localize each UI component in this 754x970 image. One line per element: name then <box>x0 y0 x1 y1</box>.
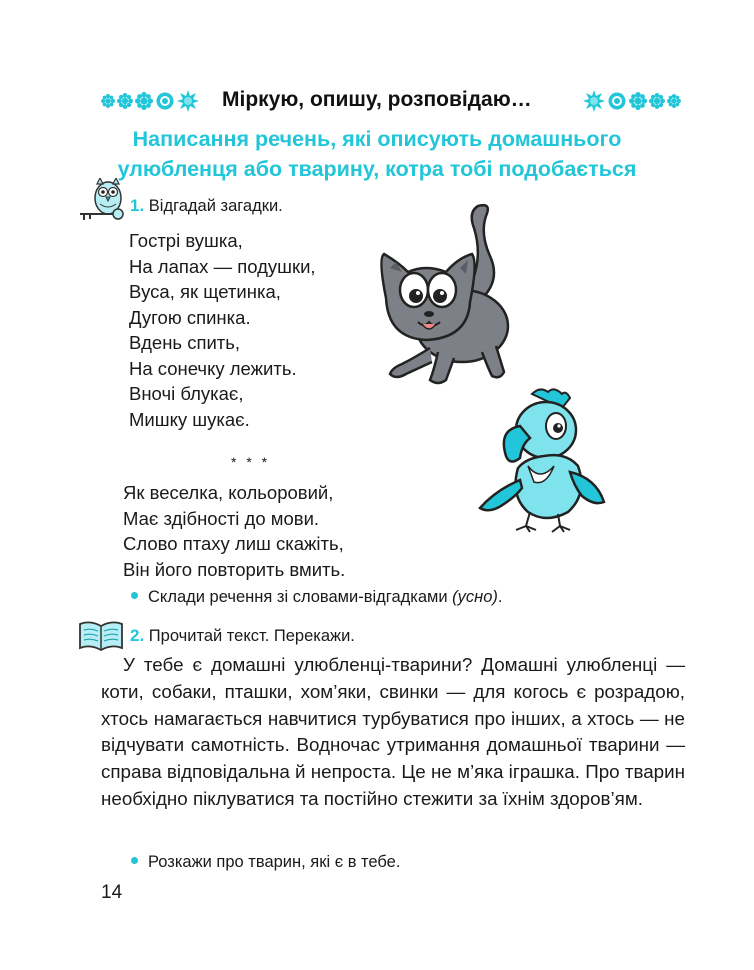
riddle-2-line: Має здібності до мови. <box>123 507 320 529</box>
flower-icon <box>117 93 133 109</box>
task2-number: 2. <box>130 626 145 645</box>
task1-bullet <box>131 588 503 607</box>
section-title-line2: улюбленця або тварину, котра тобі подобається <box>117 157 637 181</box>
task2-text: Прочитай текст. Перекажи. <box>148 627 355 645</box>
riddle-1-line: Вуса, як щетинка, <box>129 281 281 302</box>
flower-icon <box>101 94 115 108</box>
task1-bullet-text: Склади речення зі словами-відгадками <box>148 588 453 606</box>
task2-instruction <box>130 626 355 646</box>
riddle-1-line: Гострі вушка, <box>129 230 243 251</box>
page-number: 14 <box>101 882 123 903</box>
task2-bullet <box>131 853 400 872</box>
riddle-2-line: Слово птаху лиш скажіть, <box>123 533 344 554</box>
task1-instruction <box>130 196 283 216</box>
flower-icon <box>649 93 665 109</box>
riddle-separator: * * * <box>231 454 271 470</box>
ring-flower-icon <box>607 91 627 111</box>
riddle-2-line: Він його повторить вмить. <box>123 558 346 580</box>
header-title: Міркую, опишу, розповідаю… <box>222 88 532 111</box>
task1-bullet-end: . <box>497 588 503 606</box>
riddle-2 <box>123 480 345 582</box>
header-flowers-left <box>101 91 199 111</box>
riddle-1-line: Мишку шукає. <box>129 408 250 430</box>
star-burst-icon <box>177 90 199 112</box>
riddle-2-line: Як веселка, кольоровий, <box>123 482 334 503</box>
riddle-1-line: На сонечку лежить. <box>129 357 297 379</box>
parrot-illustration <box>470 386 620 534</box>
task1-bullet-italic: (усно) <box>452 588 498 606</box>
open-book-icon <box>76 618 126 652</box>
owl-key-icon <box>76 178 128 224</box>
header-flowers-right <box>583 91 681 111</box>
ring-flower-icon <box>155 91 175 111</box>
riddle-1 <box>129 228 316 432</box>
flower-icon <box>135 92 153 110</box>
flower-icon <box>667 94 681 108</box>
bullet-dot-icon <box>131 592 138 599</box>
task2-bullet-text: Розкажи про тварин, які є в тебе. <box>148 853 401 871</box>
riddle-1-line: Вночі блукає, <box>129 383 244 404</box>
bullet-dot-icon <box>131 857 138 864</box>
task1-number: 1. <box>130 196 145 215</box>
riddle-1-line: На лапах — подушки, <box>129 255 316 277</box>
task2-paragraph: У тебе є домашні улюбленці-тварини? Домашні улюбленці — коти, собаки, пташки, хом’яки, свинки — для когось є розрадою, хтось намагається навчитися турбуватися про інших, а хтось — не відчувати самотність. Водночас утримання домашньої тварини — справа відповідальна й непроста. Це не м’яка іграшка. Про тварин необхідно піклуватися та постійно стежити за їхнім здоров’ям. <box>101 654 685 809</box>
star-burst-icon <box>583 90 605 112</box>
task1-text: Відгадай загадки. <box>148 197 283 215</box>
section-title-line1: Написання речень, які описують домашнього <box>132 127 622 151</box>
cat-illustration <box>374 198 524 390</box>
riddle-1-line: Вдень спить, <box>129 332 241 353</box>
flower-icon <box>629 92 647 110</box>
section-title <box>40 124 714 184</box>
riddle-1-line: Дугою спинка. <box>129 306 251 328</box>
